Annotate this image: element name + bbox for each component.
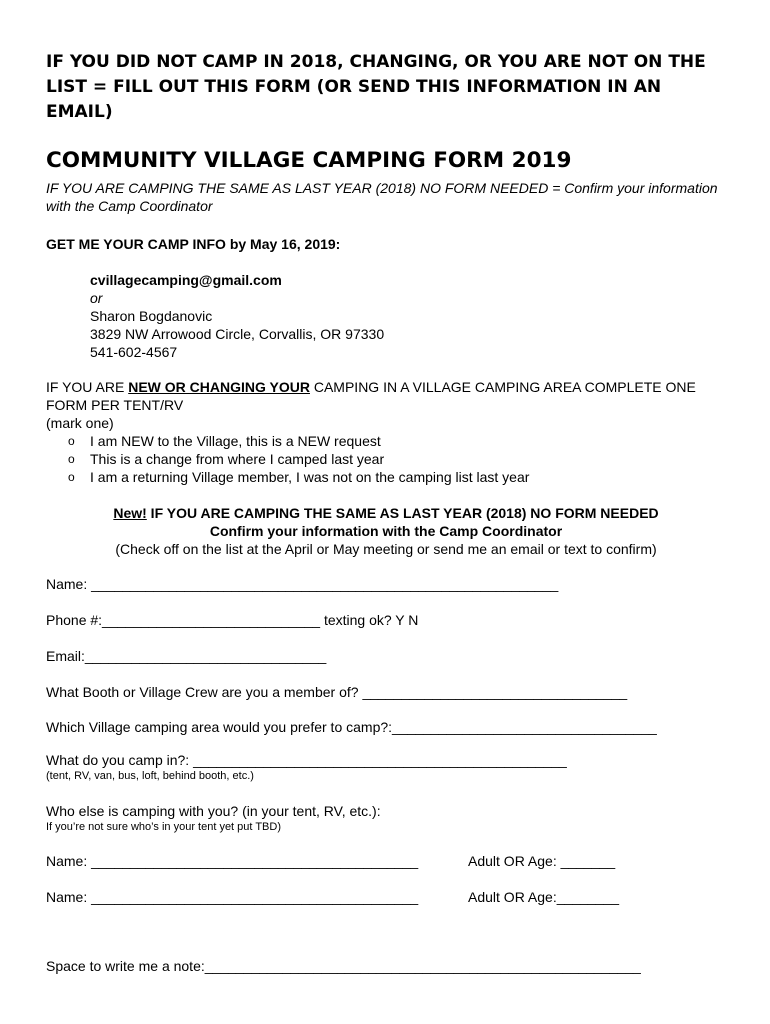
intro-paragraph xyxy=(46,378,736,432)
contact-address: 3829 NW Arrowood Circle, Corvallis, OR 97330 xyxy=(90,326,385,342)
camp-in-hint: (tent, RV, van, bus, loft, behind booth, etc.) xyxy=(46,770,254,782)
request-options xyxy=(68,432,529,486)
companion-name-field[interactable]: Name: __________________________________________ xyxy=(46,853,419,869)
companion-name-field[interactable]: Name: __________________________________________ xyxy=(46,889,419,905)
notice-line-2: Confirm your information with the Camp Coordinator xyxy=(209,523,563,539)
notice-line-3: (Check off on the list at the April or May meeting or send me an email or text to confirm) xyxy=(115,541,657,557)
notice-heading: IF YOU DID NOT CAMP IN 2018, CHANGING, OR YOU ARE NOT ON THE LIST = FILL OUT THIS FORM (OR SEND THIS INFORMATION IN AN EMAIL) xyxy=(46,52,706,122)
option-label: This is a change from where I camped last year xyxy=(90,451,385,467)
who-else-hint: If you’re not sure who’s in your tent yet put TBD) xyxy=(46,821,281,833)
option-returning[interactable] xyxy=(68,468,529,486)
intro-underlined: NEW OR CHANGING YOUR xyxy=(128,379,310,395)
deadline-text: GET ME YOUR CAMP INFO by May 16, 2019: xyxy=(46,236,341,252)
contact-phone: 541-602-4567 xyxy=(90,344,178,360)
contact-block xyxy=(90,271,384,361)
new-label: New! xyxy=(113,505,147,521)
texting-ok-choice[interactable]: texting ok? Y N xyxy=(320,612,419,628)
email-field[interactable]: Email:_______________________________ xyxy=(46,648,327,664)
intro-suffix: CAMPING IN A VILLAGE CAMPING AREA COMPLETE ONE FORM PER TENT/RV xyxy=(46,379,696,413)
companion-age-field[interactable]: Adult OR Age: _______ xyxy=(468,853,616,869)
name-field[interactable]: Name: ____________________________________________________________ xyxy=(46,576,559,592)
notice-line-1: IF YOU ARE CAMPING THE SAME AS LAST YEAR (2018) NO FORM NEEDED xyxy=(146,505,659,521)
camping-area-field[interactable]: Which Village camping area would you prefer to camp?:__________________________________ xyxy=(46,719,657,735)
contact-name: Sharon Bogdanovic xyxy=(90,308,213,324)
option-new[interactable] xyxy=(68,432,529,450)
subtitle: IF YOU ARE CAMPING THE SAME AS LAST YEAR (2018) NO FORM NEEDED = Confirm your information with the Camp Coordinator xyxy=(46,180,718,214)
who-else-label: Who else is camping with you? (in your tent, RV, etc.): xyxy=(46,803,381,819)
option-bullet[interactable]: o xyxy=(68,452,75,466)
phone-field-row xyxy=(46,611,418,629)
option-label: I am a returning Village member, I was not on the camping list last year xyxy=(90,469,530,485)
option-change[interactable] xyxy=(68,450,529,468)
phone-field[interactable]: Phone #:____________________________ xyxy=(46,612,321,628)
camp-in-field[interactable]: What do you camp in?: ________________________________________________ xyxy=(46,752,567,768)
intro-prefix: IF YOU ARE xyxy=(46,379,129,395)
option-bullet[interactable]: o xyxy=(68,434,75,448)
option-label: I am NEW to the Village, this is a NEW request xyxy=(90,433,381,449)
booth-field[interactable]: What Booth or Village Crew are you a member of? __________________________________ xyxy=(46,684,628,700)
contact-or: or xyxy=(90,290,103,306)
same-as-last-year-notice xyxy=(46,504,726,558)
companion-age-field[interactable]: Adult OR Age:________ xyxy=(468,889,620,905)
option-bullet[interactable]: o xyxy=(68,470,75,484)
contact-email: cvillagecamping@gmail.com xyxy=(90,272,282,288)
mark-one-label: (mark one) xyxy=(46,415,114,431)
page-title: COMMUNITY VILLAGE CAMPING FORM 2019 xyxy=(46,148,572,173)
note-field[interactable]: Space to write me a note:________________________________________________________ xyxy=(46,958,641,974)
